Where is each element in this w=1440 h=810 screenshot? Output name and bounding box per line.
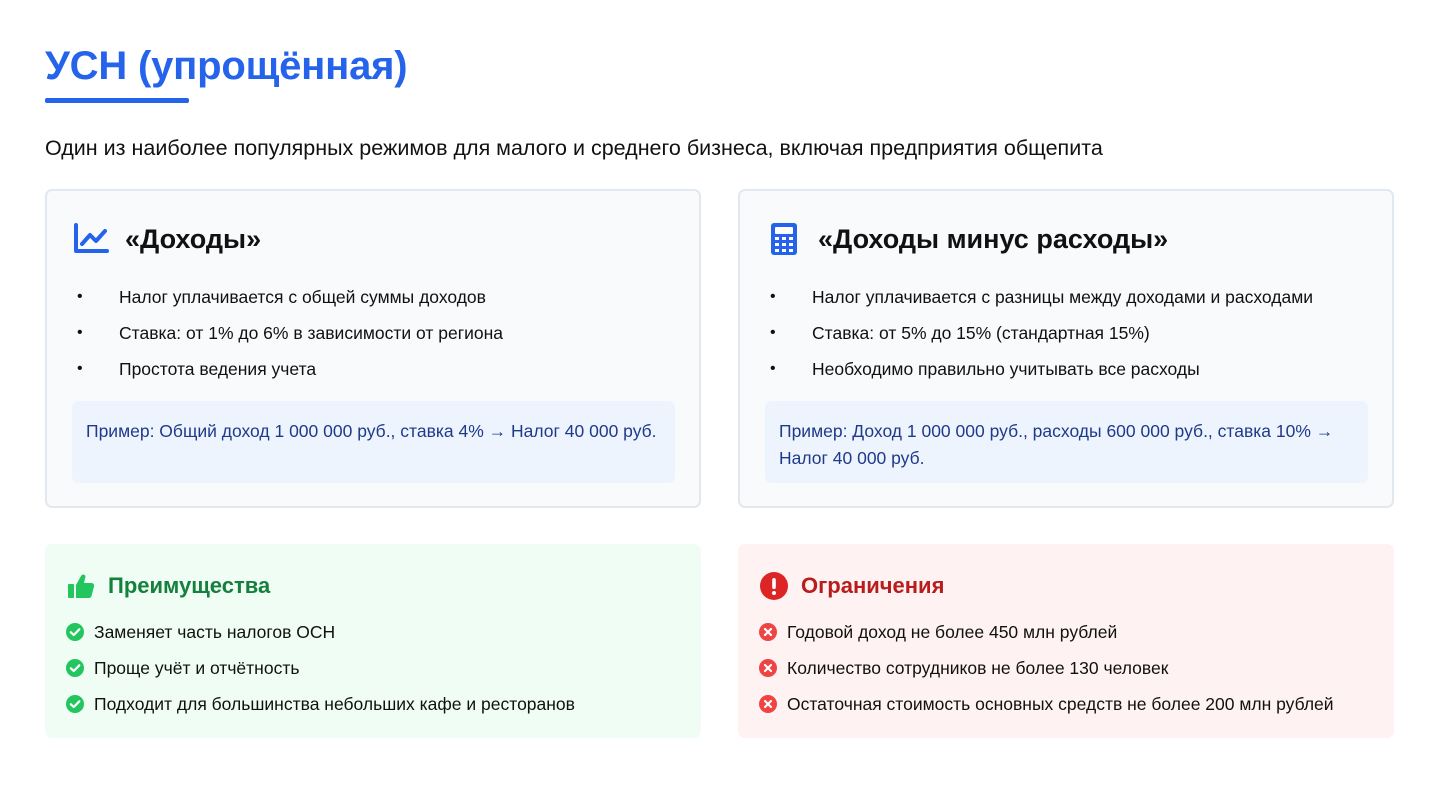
bullet-list: [740, 279, 1392, 387]
example-box: Пример: Доход 1 000 000 руб., расходы 600 000 руб., ставка 10% → Налог 40 000 руб.: [765, 401, 1368, 483]
x-circle-icon: [759, 695, 787, 713]
list-item-text: Налог уплачивается с разницы между доходами и расходами: [812, 286, 1313, 307]
list-item-text: Подходит для большинства небольших кафе и ресторанов: [94, 693, 575, 714]
bullet-glyph: •: [77, 288, 83, 305]
list-item: [740, 351, 1392, 387]
list-item-text: Ставка: от 5% до 15% (стандартная 15%): [812, 322, 1150, 343]
list-item: [47, 315, 699, 351]
panel-title: Преимущества: [108, 573, 271, 598]
x-circle-icon: [759, 659, 787, 677]
list-item: [66, 686, 575, 722]
panel-header: [759, 570, 944, 602]
bullet-glyph: •: [770, 360, 776, 377]
check-circle-icon: [66, 659, 94, 677]
check-circle-icon: [66, 623, 94, 641]
list-item-text: Годовой доход не более 450 млн рублей: [787, 621, 1118, 642]
list-item-text: Ставка: от 1% до 6% в зависимости от региона: [119, 322, 503, 343]
list-item-text: Необходимо правильно учитывать все расходы: [812, 358, 1200, 379]
list-item: [66, 614, 575, 650]
card-header: [71, 219, 261, 259]
bullet-glyph: •: [77, 360, 83, 377]
bullet-glyph: •: [770, 288, 776, 305]
x-circle-icon: [759, 623, 787, 641]
title-underline: [45, 98, 189, 103]
thumbs-up-icon: [66, 571, 96, 601]
list-item-text: Налог уплачивается с общей суммы доходов: [119, 286, 486, 307]
list-item-text: Проще учёт и отчётность: [94, 657, 300, 678]
list-item-text: Остаточная стоимость основных средств не более 200 млн рублей: [787, 693, 1334, 714]
limitations-list: [759, 614, 1334, 722]
list-item: [759, 650, 1334, 686]
bullet-list: [47, 279, 699, 387]
list-item: [759, 614, 1334, 650]
advantages-panel: [45, 544, 701, 738]
calculator-icon: [764, 219, 804, 259]
card-header: [764, 219, 1168, 259]
list-item-text: Простота ведения учета: [119, 358, 317, 379]
list-item: [47, 279, 699, 315]
card-title: «Доходы минус расходы»: [818, 223, 1169, 254]
regime-card-income: [45, 189, 701, 508]
list-item-text: Заменяет часть налогов ОСН: [94, 621, 336, 642]
page-subtitle: Один из наиболее популярных режимов для малого и среднего бизнеса, включая предприятия общепита: [45, 136, 1103, 160]
exclamation-circle-icon: [759, 571, 789, 601]
panel-title: Ограничения: [801, 573, 945, 598]
advantages-list: [66, 614, 575, 722]
bullet-glyph: •: [77, 324, 83, 341]
chart-line-icon: [71, 219, 111, 259]
panel-header: [66, 570, 270, 602]
list-item: [759, 686, 1334, 722]
check-circle-icon: [66, 695, 94, 713]
page-title: УСН (упрощённая): [45, 44, 408, 88]
limitations-panel: [738, 544, 1394, 738]
example-box: Пример: Общий доход 1 000 000 руб., ставка 4% → Налог 40 000 руб.: [72, 401, 675, 483]
regime-card-income-minus-expenses: [738, 189, 1394, 508]
card-title: «Доходы»: [125, 223, 262, 254]
bullet-glyph: •: [770, 324, 776, 341]
list-item: [740, 279, 1392, 315]
list-item: [740, 315, 1392, 351]
list-item: [66, 650, 575, 686]
list-item-text: Количество сотрудников не более 130 человек: [787, 657, 1169, 678]
list-item: [47, 351, 699, 387]
